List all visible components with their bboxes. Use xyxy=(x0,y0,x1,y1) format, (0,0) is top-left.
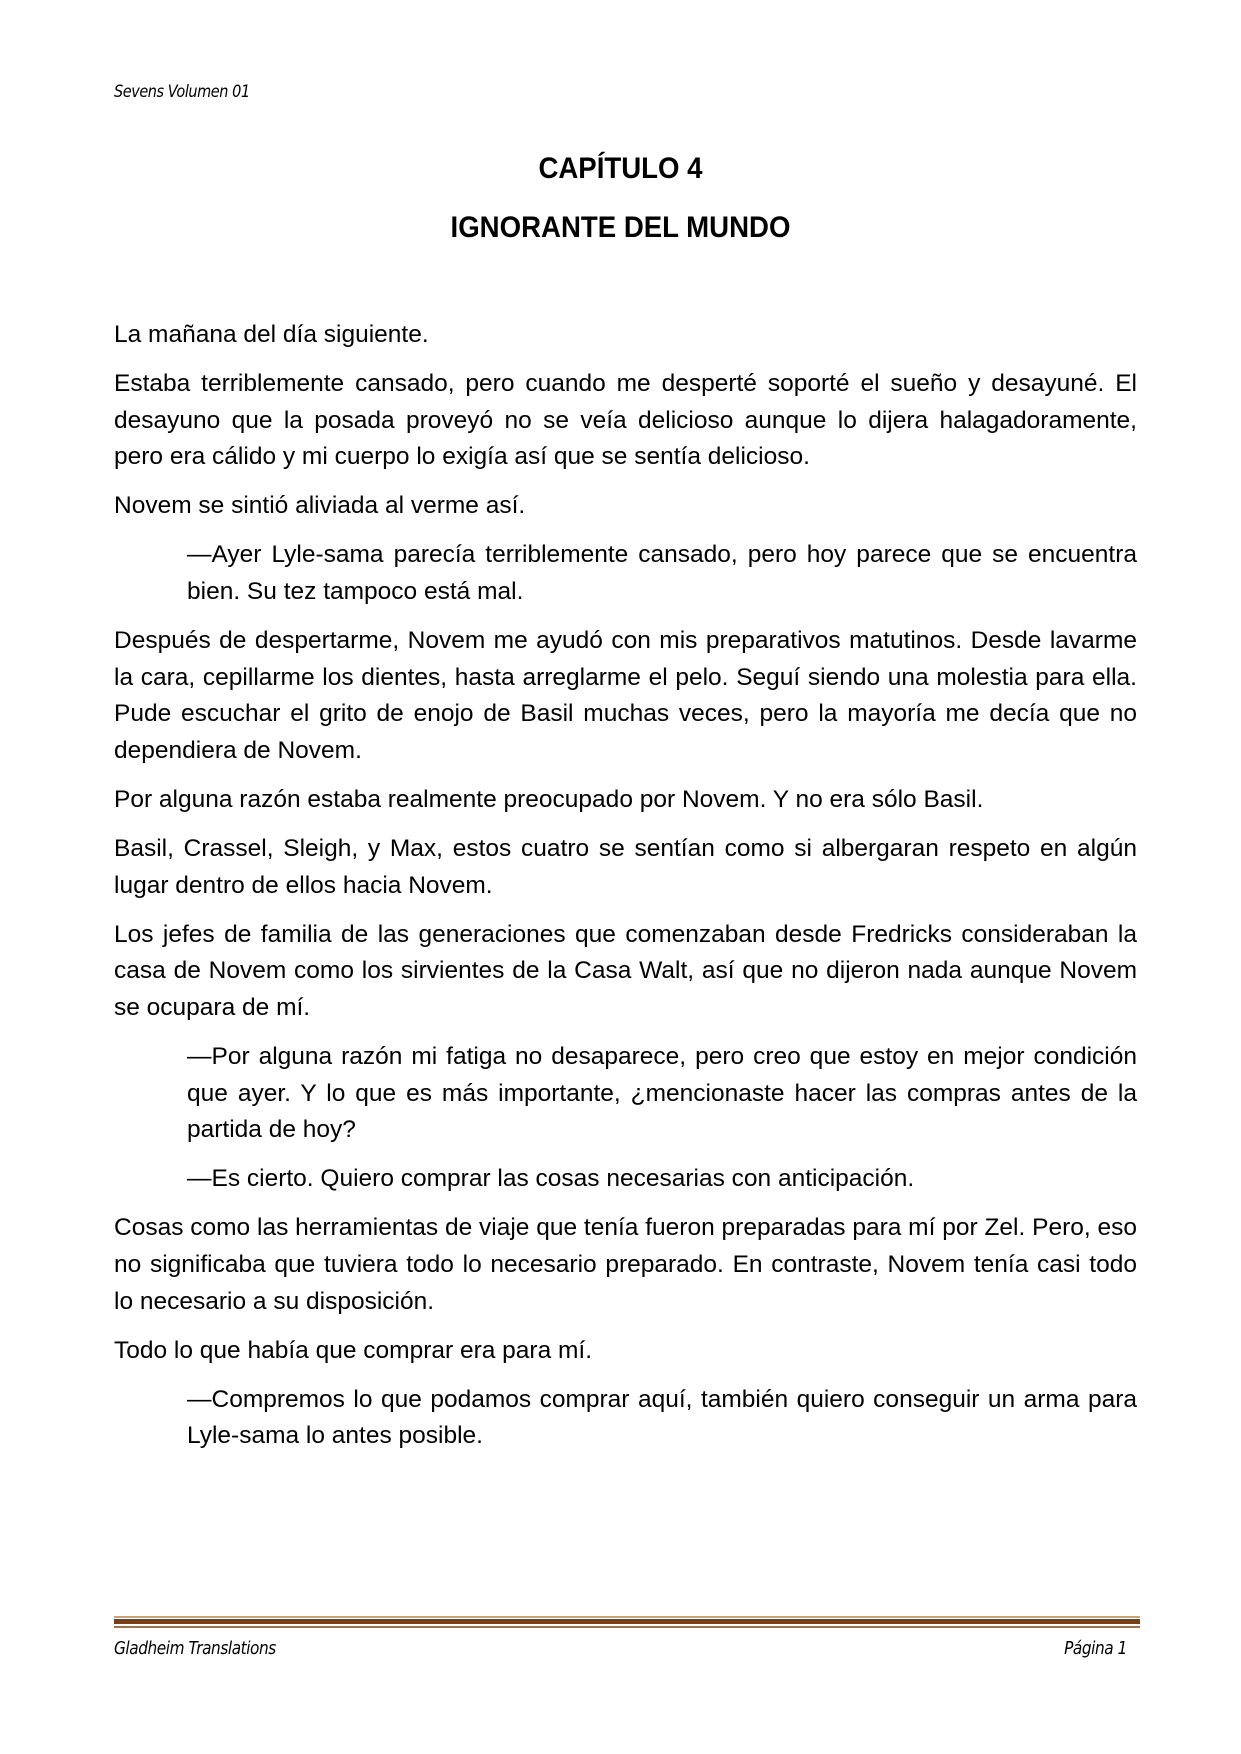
paragraph: Todo lo que había que comprar era para mí. xyxy=(114,1336,593,1364)
dialogue-paragraph: —Ayer Lyle-sama parecía terriblemente cansado, pero hoy parece que se encuentra bien. Su tez tampoco está mal. xyxy=(187,541,1137,606)
paragraph: Basil, Crassel, Sleigh, y Max, estos cuatro se sentían como si albergaran respeto en algún lugar dentro de ellos hacia Novem. xyxy=(114,835,1137,899)
chapter-title: IGNORANTE DEL MUNDO xyxy=(450,211,791,244)
body-text xyxy=(114,317,1137,1468)
paragraph: Cosas como las herramientas de viaje que tenía fueron preparadas para mí por Zel. Pero, eso no significaba que tuviera todo lo necesario preparado. En contraste, Novem tenía casi todo lo necesario a su disposición. xyxy=(114,1214,1137,1315)
footer-publisher: Gladheim Translations xyxy=(114,1638,276,1659)
dialogue-paragraph: —Por alguna razón mi fatiga no desaparece, pero creo que estoy en mejor condición que ayer. Y lo que es más importante, ¿mencionaste hacer las compras antes de la partida de hoy? xyxy=(187,1043,1137,1144)
page-number: Página 1 xyxy=(1064,1638,1127,1659)
paragraph: Novem se sintió aliviada al verme así. xyxy=(114,492,526,520)
paragraph: Por alguna razón estaba realmente preocupado por Novem. Y no era sólo Basil. xyxy=(114,786,984,814)
footer-divider xyxy=(114,1616,1140,1628)
dialogue-paragraph: —Compremos lo que podamos comprar aquí, también quiero conseguir un arma para Lyle-sama lo antes posible. xyxy=(187,1385,1137,1450)
paragraph: Los jefes de familia de las generaciones que comenzaban desde Fredricks consideraban la casa de Novem como los sirvientes de la Casa Walt, así que no dijeron nada aunque Novem se ocupara de mí. xyxy=(114,920,1137,1021)
paragraph: La mañana del día siguiente. xyxy=(114,321,429,348)
paragraph: Después de despertarme, Novem me ayudó con mis preparativos matutinos. Desde lavarme la cara, cepillarme los dientes, hasta arreglarme el pelo. Seguí siendo una molestia para ella. Pude escuchar el grito de enojo de Basil muchas veces, pero la mayoría me decía que no dependiera de Novem. xyxy=(114,627,1137,764)
chapter-number: CAPÍTULO 4 xyxy=(538,152,703,185)
running-header: Sevens Volumen 01 xyxy=(114,82,250,102)
paragraph: Estaba terriblemente cansado, pero cuando me desperté soporté el sueño y desayuné. El desayuno que la posada proveyó no se veía delicioso aunque lo dijera halagadoramente, pero era cálido y mi cuerpo lo exigía así que se sentía delicioso. xyxy=(114,370,1137,471)
dialogue-paragraph: —Es cierto. Quiero comprar las cosas necesarias con anticipación. xyxy=(187,1165,915,1193)
